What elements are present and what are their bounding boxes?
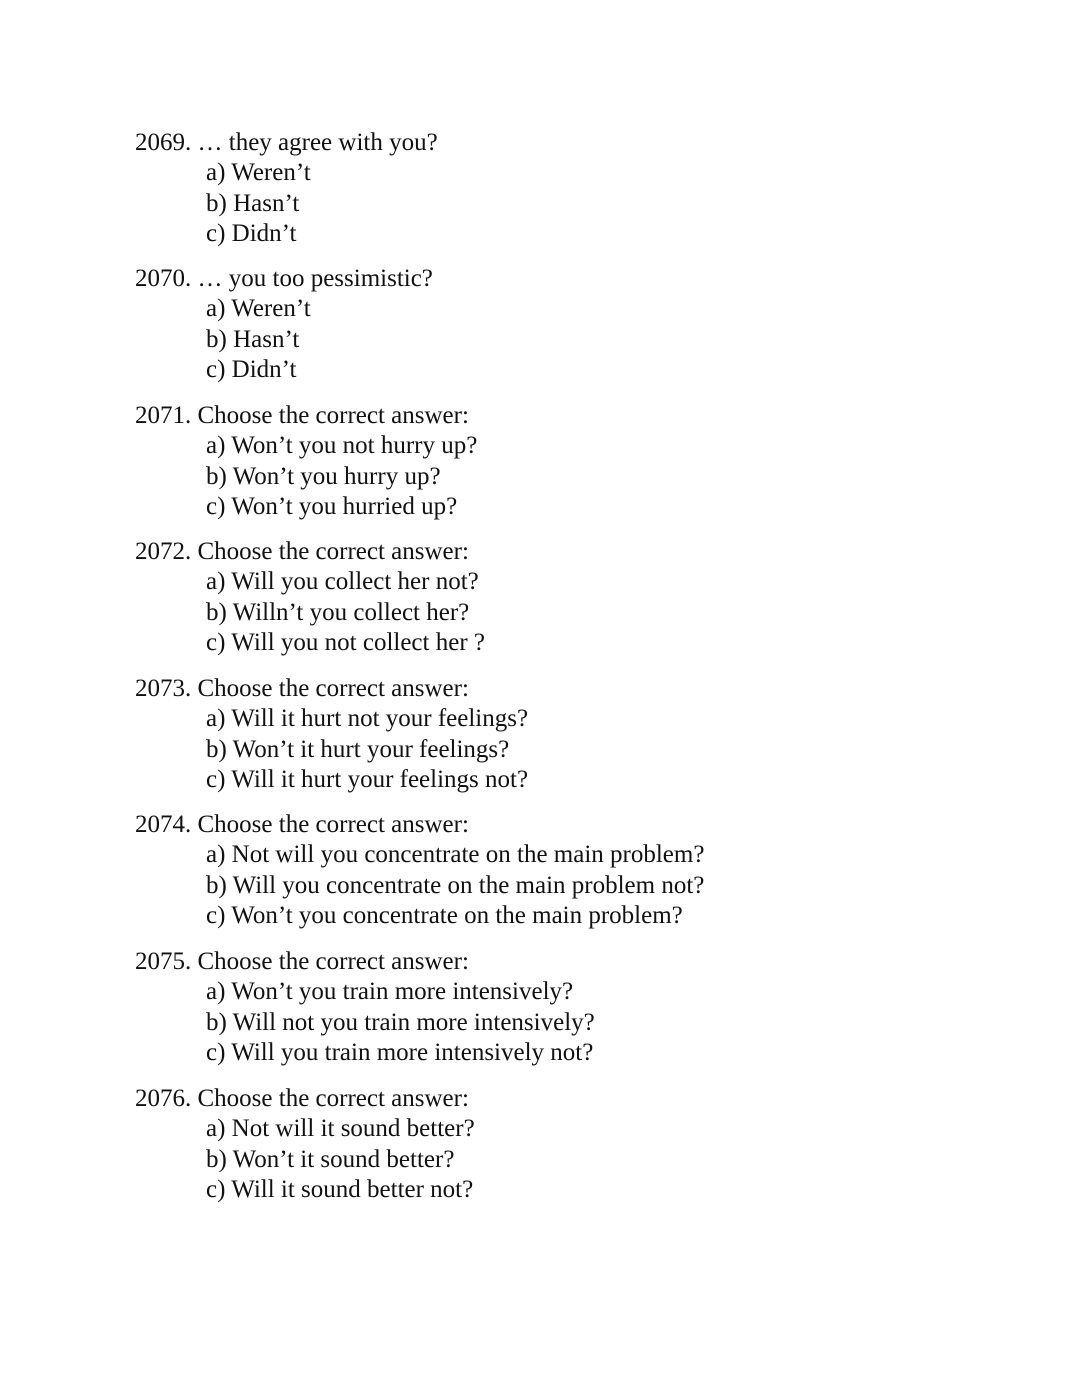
option-b: b) Won’t it sound better?: [206, 1145, 455, 1173]
question-line: [135, 128, 955, 158]
question-line: [135, 947, 955, 977]
option-list: [135, 1114, 955, 1206]
option-b: b) Willn’t you collect her?: [206, 598, 470, 626]
option-a: a) Won’t you train more intensively?: [206, 978, 574, 1005]
option-c: c) Will you not collect her ?: [206, 629, 485, 656]
option-list: [135, 431, 955, 523]
question-number: 2070.: [135, 265, 192, 292]
option-c: c) Didn’t: [206, 356, 297, 383]
question-number: 2069.: [135, 129, 192, 156]
question-2076: [135, 1084, 955, 1206]
option-c: c) Will you train more intensively not?: [206, 1039, 594, 1066]
option-c: c) Will it sound better not?: [206, 1176, 474, 1203]
question-number: 2071.: [135, 402, 192, 429]
question-line: [135, 810, 955, 840]
option-b: b) Hasn’t: [206, 189, 300, 217]
question-2073: [135, 674, 955, 796]
option-b: b) Hasn’t: [206, 325, 300, 353]
question-prompt: Choose the correct answer:: [197, 675, 469, 702]
question-prompt: … you too pessimistic?: [197, 265, 433, 292]
question-line: [135, 1084, 955, 1114]
option-list: [135, 567, 955, 659]
question-number: 2073.: [135, 675, 192, 702]
question-2071: [135, 401, 955, 523]
question-line: [135, 401, 955, 431]
question-2074: [135, 810, 955, 932]
question-number: 2075.: [135, 948, 192, 975]
question-2069: [135, 128, 955, 250]
option-c: c) Didn’t: [206, 220, 297, 247]
option-c: c) Will it hurt your feelings not?: [206, 766, 529, 793]
question-line: [135, 674, 955, 704]
option-a: a) Won’t you not hurry up?: [206, 432, 478, 459]
option-a: a) Not will it sound better?: [206, 1115, 475, 1142]
question-2072: [135, 537, 955, 659]
question-line: [135, 264, 955, 294]
option-b: b) Won’t it hurt your feelings?: [206, 735, 510, 763]
question-number: 2074.: [135, 811, 192, 838]
question-2070: [135, 264, 955, 386]
question-2075: [135, 947, 955, 1069]
option-a: a) Weren’t: [206, 159, 311, 186]
question-number: 2072.: [135, 538, 192, 565]
question-prompt: Choose the correct answer:: [197, 1085, 469, 1112]
option-list: [135, 158, 955, 250]
option-list: [135, 704, 955, 796]
option-a: a) Will it hurt not your feelings?: [206, 705, 529, 732]
option-list: [135, 977, 955, 1069]
option-c: c) Won’t you hurried up?: [206, 493, 458, 520]
question-number: 2076.: [135, 1085, 192, 1112]
question-prompt: Choose the correct answer:: [197, 402, 469, 429]
option-list: [135, 840, 955, 932]
option-b: b) Will you concentrate on the main problem not?: [206, 871, 705, 899]
option-b: b) Won’t you hurry up?: [206, 462, 441, 490]
option-a: a) Will you collect her not?: [206, 568, 479, 595]
question-prompt: Choose the correct answer:: [197, 811, 469, 838]
option-a: a) Not will you concentrate on the main problem?: [206, 841, 705, 868]
option-list: [135, 294, 955, 386]
option-c: c) Won’t you concentrate on the main problem?: [206, 902, 683, 929]
question-prompt: Choose the correct answer:: [197, 538, 469, 565]
option-b: b) Will not you train more intensively?: [206, 1008, 595, 1036]
question-prompt: … they agree with you?: [197, 129, 438, 156]
option-a: a) Weren’t: [206, 295, 311, 322]
question-prompt: Choose the correct answer:: [197, 948, 469, 975]
question-line: [135, 537, 955, 567]
